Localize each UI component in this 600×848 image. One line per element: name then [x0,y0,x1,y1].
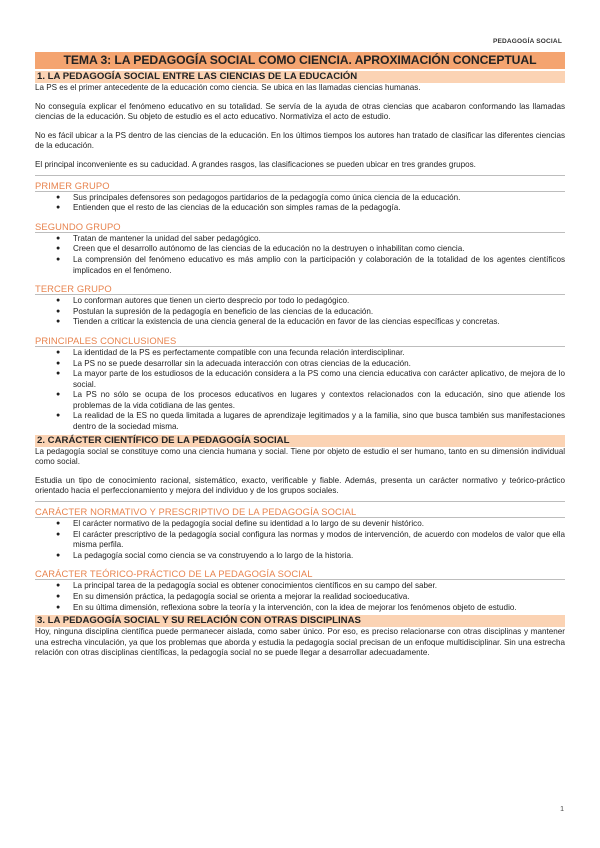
bullet-icon: ● [56,348,61,356]
bullet-icon: ● [56,593,61,600]
bullet-icon: ● [56,582,61,590]
bullet-icon: ● [56,245,61,253]
list-item: ● Tienden a criticar la existencia de una ciencia general de la educación en favor de las ciencias específicas y concretas. [56,317,500,327]
list-item: ● La mayor parte de los estudiosos de la educación considera a la PS como una ciencia educativa con carácter aplicativo, de mejora de lo social. [56,369,565,389]
bullet-list [35,296,565,328]
bullet-icon: ● [56,370,61,378]
list-item: ● El carácter prescriptivo de la pedagogía social configura las normas y modos de intervención, de acuerdo con modelos de valor que ella misma perfila. [56,529,565,550]
list-item: ● Sus principales defensores son pedagogos partidarios de la pedagogía como única ciencia de la educación. [56,192,461,202]
section-heading-2: 2. CARÁCTER CIENTÍFICO DE LA PEDAGOGÍA SOCIAL [35,435,565,447]
bullet-icon: ● [56,551,61,559]
bullet-icon: ● [56,318,61,326]
paragraph: Hoy, ninguna disciplina científica puede permanecer aislada, como saber único. Por eso, es preciso relacionarse con otras disciplinas y mantener una estrecha vinculación, ya que los problemas que aborda y estudia la pedagogía social precisan de un enfoque multidisciplinar. Sin una estrecha relación con otras disciplinas científicas, la pedagogía social no se puede llegar a desarrollar adecuadamente. [35,627,565,658]
subheading-segundo-grupo: SEGUNDO GRUPO [35,214,565,233]
list-item: ● El carácter normativo de la pedagogía social define su identidad a lo largo de su devenir histórico. [56,519,424,529]
subheading-principales-conclusiones: PRINCIPALES CONCLUSIONES [35,328,565,347]
bullet-list [35,519,565,561]
bullet-icon: ● [56,359,61,367]
subheading-tercer-grupo: TERCER GRUPO [35,276,565,295]
bullet-icon: ● [56,234,61,242]
list-item: ● La principal tarea de la pedagogía social es obtener conocimientos científicos en su campo del saber. [56,581,437,591]
list-item: ● La identidad de la PS es perfectamente compatible con una fecunda relación interdisciplinar. [56,347,405,357]
bullet-icon: ● [56,412,61,420]
paragraph: La pedagogía social se constituye como una ciencia humana y social. Tiene por objeto de estudio el ser humano, tanto en su dimensión individual como social. [35,446,565,467]
subheading-caracter-normativo: CARÁCTER NORMATIVO Y PRESCRIPTIVO DE LA PEDAGOGÍA SOCIAL [35,501,565,518]
list-item: ● La PS no sólo se ocupa de los procesos educativos en lugares y contextos relacionados con la educación, sino que atiende los problemas de la vida cotidiana de las gentes. [56,390,565,410]
paragraph: La PS es el primer antecedente de la educación como ciencia. Se ubica en las llamadas ciencias humanas. [35,83,421,92]
paragraph: No es fácil ubicar a la PS dentro de las ciencias de la educación. En los últimos tiempos los autores han tratado de clasificar las diferentes ciencias de la educación. [35,130,565,151]
bullet-list [35,193,565,214]
bullet-icon: ● [56,520,61,528]
bullet-icon: ● [56,297,61,305]
bullet-icon: ● [56,204,61,212]
subheading-caracter-teorico-practico: CARÁCTER TEÓRICO-PRÁCTICO DE LA PEDAGOGÍA SOCIAL [35,561,565,580]
running-header: PEDAGOGÍA SOCIAL [492,38,562,45]
list-item: ● La PS no se puede desarrollar sin la adecuada interacción con otras ciencias de la educación. [56,358,411,368]
bullet-list [35,234,565,276]
list-item: ● Lo conforman autores que tienen un cierto desprecio por todo lo pedagógico. [56,296,350,306]
list-item: ● Tratan de mantener la unidad del saber pedagógico. [56,233,261,243]
bullet-icon: ● [56,391,61,399]
page-number: 1 [560,806,564,813]
bullet-icon: ● [56,255,61,263]
list-item: ● Postulan la supresión de la pedagogía en beneficio de las ciencias de la educación. [56,306,374,316]
bullet-list [35,581,565,613]
paragraph: El principal inconveniente es su caducidad. A grandes rasgos, las clasificaciones se pueden ubicar en tres grandes grupos. [35,159,476,169]
section-heading-3: 3. LA PEDAGOGÍA SOCIAL Y SU RELACIÓN CON OTRAS DISCIPLINAS [35,615,565,627]
bullet-icon: ● [56,307,61,315]
paragraph: Estudia un tipo de conocimiento racional, sistemático, exacto, verificable y fiable. Además, presenta un carácter normativo y teórico-práctico orientado hacia el perfeccionamiento y mejora del individuo y de los grupos sociales. [35,475,565,496]
list-item: ● En su última dimensión, reflexiona sobre la teoría y la intervención, con la idea de mejorar los fenómenos objeto de estudio. [56,602,517,612]
bullet-icon: ● [56,530,61,538]
page-content [35,52,565,659]
bullet-icon: ● [56,193,61,201]
list-item: ● Entienden que el resto de las ciencias de la educación son simples ramas de la pedagogía. [56,203,401,213]
subheading-primer-grupo: PRIMER GRUPO [35,175,565,192]
section-heading-1: 1. LA PEDAGOGÍA SOCIAL ENTRE LAS CIENCIAS DE LA EDUCACIÓN [35,71,565,83]
list-item: ● En su dimensión práctica, la pedagogía social se orienta a mejorar la realidad socioeducativa. [56,592,410,601]
list-item: ● La comprensión del fenómeno educativo es más amplio con la participación y colaboración de la totalidad de los agentes científicos implicados en el fenómeno. [56,254,565,275]
list-item: ● Creen que el desarrollo autónomo de las ciencias de la educación no la destruyen o inhabilitan como ciencia. [56,244,465,254]
main-title: TEMA 3: LA PEDAGOGÍA SOCIAL COMO CIENCIA. APROXIMACIÓN CONCEPTUAL [35,52,565,69]
bullet-icon: ● [56,603,61,611]
list-item: ● La realidad de la ES no queda limitada a lugares de aprendizaje legitimados y a la familia, sino que busca también sus manifestaciones dentro de la sociedad misma. [56,411,565,432]
paragraph: No conseguía explicar el fenómeno educativo en su totalidad. Se servía de la ayuda de otras ciencias que acabaron conformando las llamadas ciencias de la educación. Su objeto de estudio es el acto educativo. Normativiza el acto de estudio. [35,101,565,122]
list-item: ● La pedagogía social como ciencia se va construyendo a lo largo de la historia. [56,550,354,560]
bullet-list [35,348,565,433]
